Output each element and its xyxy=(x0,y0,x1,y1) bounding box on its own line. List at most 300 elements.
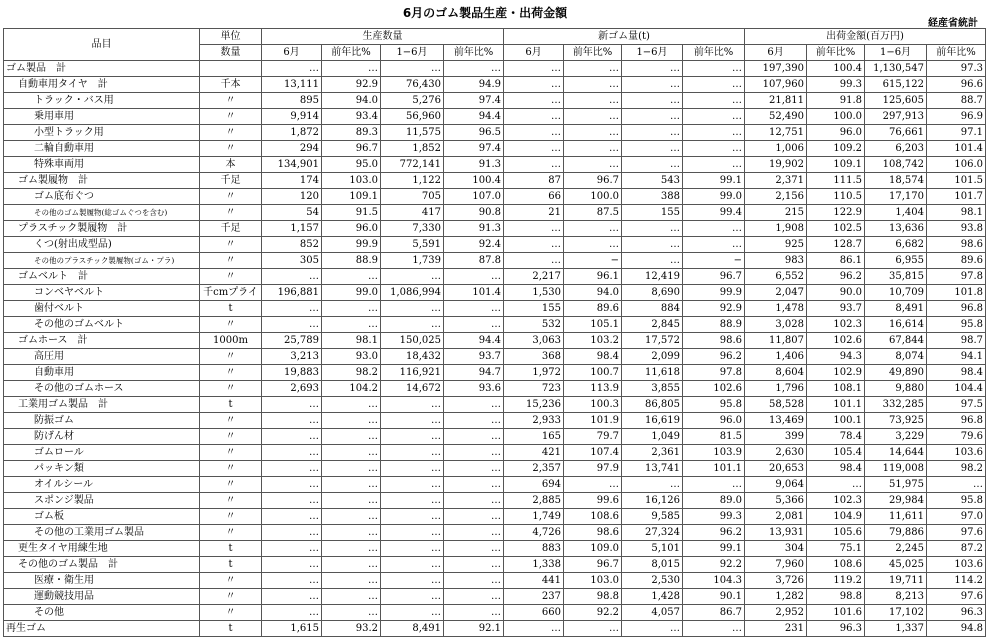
table-cell: … xyxy=(262,605,322,621)
table-row xyxy=(4,125,986,141)
table-cell: 2,530 xyxy=(622,573,683,589)
table-cell: 1,406 xyxy=(745,349,807,365)
table-cell: 86.7 xyxy=(683,605,745,621)
table-cell: 8,491 xyxy=(381,621,444,637)
table-cell: 76,661 xyxy=(865,125,927,141)
table-cell: 5,276 xyxy=(381,93,444,109)
table-cell: 97.8 xyxy=(927,269,986,285)
table-cell: … xyxy=(444,589,504,605)
table-cell: 87 xyxy=(504,173,564,189)
table-cell: … xyxy=(564,61,622,77)
table-cell: 2,885 xyxy=(504,493,564,509)
table-cell: … xyxy=(622,125,683,141)
table-cell: 101.6 xyxy=(807,605,865,621)
table-cell: … xyxy=(683,93,745,109)
table-cell: … xyxy=(322,477,381,493)
table-cell: … xyxy=(262,413,322,429)
table-cell: 51,975 xyxy=(865,477,927,493)
table-cell: 96.2 xyxy=(683,525,745,541)
table-cell: … xyxy=(564,157,622,173)
row-unit: 千足 xyxy=(200,173,262,189)
table-cell: 52,490 xyxy=(745,109,807,125)
table-cell: … xyxy=(564,621,622,637)
table-cell: 122.9 xyxy=(807,205,865,221)
table-cell: 96.5 xyxy=(444,125,504,141)
row-unit: 〃 xyxy=(200,109,262,125)
row-unit: 〃 xyxy=(200,429,262,445)
table-cell: … xyxy=(683,237,745,253)
row-label: ゴムホース 計 xyxy=(4,333,200,349)
table-cell: 6,955 xyxy=(865,253,927,269)
table-cell: 102.3 xyxy=(807,317,865,333)
table-row xyxy=(4,333,986,349)
table-cell: 6,682 xyxy=(865,237,927,253)
table-row xyxy=(4,349,986,365)
table-cell: 399 xyxy=(745,429,807,445)
table-cell: 91.8 xyxy=(807,93,865,109)
table-cell: 97.4 xyxy=(444,141,504,157)
table-cell: … xyxy=(683,477,745,493)
table-cell: 89.6 xyxy=(927,253,986,269)
table-cell: 723 xyxy=(504,381,564,397)
table-cell: 95.8 xyxy=(927,493,986,509)
table-cell: 108.6 xyxy=(807,557,865,573)
row-unit: 〃 xyxy=(200,93,262,109)
table-cell: 96.2 xyxy=(683,349,745,365)
table-cell: … xyxy=(683,141,745,157)
table-cell: 694 xyxy=(504,477,564,493)
table-cell: … xyxy=(504,141,564,157)
table-cell: 772,141 xyxy=(381,157,444,173)
table-cell: 2,361 xyxy=(622,445,683,461)
row-label: コンベヤベルト xyxy=(4,285,200,301)
table-cell: … xyxy=(322,397,381,413)
table-cell: 6,203 xyxy=(865,141,927,157)
table-cell: 3,063 xyxy=(504,333,564,349)
table-cell: … xyxy=(683,157,745,173)
table-cell: … xyxy=(381,589,444,605)
table-cell: 99.9 xyxy=(683,285,745,301)
table-cell: 3,028 xyxy=(745,317,807,333)
table-cell: 196,881 xyxy=(262,285,322,301)
table-cell: … xyxy=(564,237,622,253)
row-unit: 千足 xyxy=(200,221,262,237)
row-label: ゴム底布ぐつ xyxy=(4,189,200,205)
table-cell: 1,337 xyxy=(865,621,927,637)
row-unit: t xyxy=(200,541,262,557)
row-unit: 〃 xyxy=(200,125,262,141)
table-cell: 8,491 xyxy=(865,301,927,317)
table-cell: 21,811 xyxy=(745,93,807,109)
table-cell: 97.3 xyxy=(927,61,986,77)
table-row xyxy=(4,605,986,621)
table-cell: 16,614 xyxy=(865,317,927,333)
table-row xyxy=(4,365,986,381)
table-cell: 2,933 xyxy=(504,413,564,429)
header-production: 生産数量 xyxy=(262,29,504,45)
table-cell: 98.2 xyxy=(927,461,986,477)
table-cell: 91.5 xyxy=(322,205,381,221)
table-row xyxy=(4,253,986,269)
table-cell: … xyxy=(381,525,444,541)
table-cell: … xyxy=(322,493,381,509)
table-row xyxy=(4,173,986,189)
table-cell: 119,008 xyxy=(865,461,927,477)
table-cell: … xyxy=(564,77,622,93)
table-cell: … xyxy=(504,61,564,77)
table-cell: 35,815 xyxy=(865,269,927,285)
subheader-cell: 6月 xyxy=(262,45,322,61)
table-cell: 100.0 xyxy=(564,189,622,205)
table-row xyxy=(4,429,986,445)
table-cell: 11,611 xyxy=(865,509,927,525)
table-cell: 88.9 xyxy=(683,317,745,333)
table-cell: 96.7 xyxy=(564,557,622,573)
table-cell: 111.5 xyxy=(807,173,865,189)
table-row xyxy=(4,285,986,301)
row-label: 歯付ベルト xyxy=(4,301,200,317)
table-cell: 104.4 xyxy=(927,381,986,397)
subheader-cell: 前年比% xyxy=(927,45,986,61)
table-cell: 67,844 xyxy=(865,333,927,349)
row-unit: 千本 xyxy=(200,77,262,93)
table-cell: 215 xyxy=(745,205,807,221)
table-row xyxy=(4,413,986,429)
table-cell: 20,653 xyxy=(745,461,807,477)
table-cell: 90.1 xyxy=(683,589,745,605)
table-cell: 94.4 xyxy=(444,109,504,125)
table-cell: … xyxy=(262,461,322,477)
table-cell: 2,952 xyxy=(745,605,807,621)
table-cell: 388 xyxy=(622,189,683,205)
table-cell: … xyxy=(683,61,745,77)
table-cell: … xyxy=(444,397,504,413)
table-cell: … xyxy=(444,269,504,285)
subheader-cell: 6月 xyxy=(504,45,564,61)
table-cell: 96.1 xyxy=(564,269,622,285)
table-cell: 10,709 xyxy=(865,285,927,301)
row-label: その他の工業用ゴム製品 xyxy=(4,525,200,541)
table-cell: 21 xyxy=(504,205,564,221)
row-label: 防振ゴム xyxy=(4,413,200,429)
table-cell: 102.3 xyxy=(807,493,865,509)
table-cell: 2,081 xyxy=(745,509,807,525)
subheader-cell: 1−6月 xyxy=(622,45,683,61)
table-cell: 150,025 xyxy=(381,333,444,349)
table-cell: … xyxy=(683,221,745,237)
table-cell: 1,006 xyxy=(745,141,807,157)
table-cell: … xyxy=(262,573,322,589)
table-cell: 108.1 xyxy=(807,381,865,397)
table-cell: … xyxy=(564,141,622,157)
table-cell: 3,213 xyxy=(262,349,322,365)
table-cell: 91.3 xyxy=(444,157,504,173)
table-cell: 86,805 xyxy=(622,397,683,413)
table-cell: 114.2 xyxy=(927,573,986,589)
table-cell: 3,726 xyxy=(745,573,807,589)
table-cell: 98.1 xyxy=(927,205,986,221)
table-cell: 27,324 xyxy=(622,525,683,541)
table-cell: 95.0 xyxy=(322,157,381,173)
table-cell: 105.6 xyxy=(807,525,865,541)
table-cell: 93.0 xyxy=(322,349,381,365)
table-cell: 87.2 xyxy=(927,541,986,557)
table-cell: 97.0 xyxy=(927,509,986,525)
table-cell: 100.1 xyxy=(807,413,865,429)
table-cell: 109.1 xyxy=(807,157,865,173)
table-cell: 94.1 xyxy=(927,349,986,365)
row-unit: 〃 xyxy=(200,365,262,381)
table-cell: 99.3 xyxy=(683,509,745,525)
row-unit: 〃 xyxy=(200,589,262,605)
table-row xyxy=(4,493,986,509)
table-row xyxy=(4,77,986,93)
table-cell: 95.8 xyxy=(683,397,745,413)
table-cell: 97.6 xyxy=(927,525,986,541)
table-cell: 120 xyxy=(262,189,322,205)
table-cell: … xyxy=(504,93,564,109)
table-cell: 87.8 xyxy=(444,253,504,269)
table-cell: … xyxy=(622,157,683,173)
table-cell: 96.2 xyxy=(807,269,865,285)
table-cell: 19,883 xyxy=(262,365,322,381)
table-cell: 174 xyxy=(262,173,322,189)
table-cell: 294 xyxy=(262,141,322,157)
table-cell: 87.5 xyxy=(564,205,622,221)
table-row xyxy=(4,237,986,253)
table-cell: 89.0 xyxy=(683,493,745,509)
table-cell: 56,960 xyxy=(381,109,444,125)
table-cell: 101.4 xyxy=(444,285,504,301)
table-cell: 9,880 xyxy=(865,381,927,397)
table-cell: 94.9 xyxy=(444,77,504,93)
table-cell: 93.6 xyxy=(444,381,504,397)
table-cell: … xyxy=(622,93,683,109)
table-cell: 19,711 xyxy=(865,573,927,589)
table-cell: … xyxy=(444,429,504,445)
row-label: その他のゴムベルト xyxy=(4,317,200,333)
table-cell: 101.5 xyxy=(927,173,986,189)
table-cell: 88.9 xyxy=(322,253,381,269)
table-cell: 79.6 xyxy=(927,429,986,445)
table-cell: 4,057 xyxy=(622,605,683,621)
table-cell: 96.7 xyxy=(322,141,381,157)
subheader-cell: 1−6月 xyxy=(381,45,444,61)
table-cell: − xyxy=(564,253,622,269)
table-cell: 98.2 xyxy=(322,365,381,381)
table-cell: 543 xyxy=(622,173,683,189)
table-cell: … xyxy=(262,589,322,605)
table-row xyxy=(4,381,986,397)
table-cell: 94.0 xyxy=(322,93,381,109)
header-shipment: 出荷金額(百万円) xyxy=(745,29,986,45)
table-row xyxy=(4,509,986,525)
table-cell: 94.3 xyxy=(807,349,865,365)
table-cell: … xyxy=(322,61,381,77)
table-cell: 1,749 xyxy=(504,509,564,525)
row-unit: 〃 xyxy=(200,317,262,333)
table-cell: … xyxy=(262,557,322,573)
table-cell: … xyxy=(322,413,381,429)
row-unit: 〃 xyxy=(200,381,262,397)
table-cell: … xyxy=(381,605,444,621)
table-cell: 441 xyxy=(504,573,564,589)
table-cell: 99.4 xyxy=(683,205,745,221)
table-row xyxy=(4,461,986,477)
table-cell: … xyxy=(504,157,564,173)
table-cell: … xyxy=(564,93,622,109)
table-cell: 15,236 xyxy=(504,397,564,413)
table-row xyxy=(4,141,986,157)
table-cell: 1,428 xyxy=(622,589,683,605)
table-cell: … xyxy=(381,413,444,429)
table-cell: 96.3 xyxy=(807,621,865,637)
table-cell: 231 xyxy=(745,621,807,637)
table-cell: 81.5 xyxy=(683,429,745,445)
table-cell: 75.1 xyxy=(807,541,865,557)
table-cell: 93.7 xyxy=(807,301,865,317)
table-cell: 104.2 xyxy=(322,381,381,397)
table-row xyxy=(4,221,986,237)
table-row xyxy=(4,621,986,637)
table-row xyxy=(4,93,986,109)
table-cell: 58,528 xyxy=(745,397,807,413)
table-body xyxy=(4,61,986,637)
table-cell: … xyxy=(262,429,322,445)
row-label: 工業用ゴム製品 計 xyxy=(4,397,200,413)
table-cell: … xyxy=(262,477,322,493)
source-label: 経産省統計 xyxy=(928,18,978,29)
table-cell: 97.5 xyxy=(927,397,986,413)
row-label: その他のプラスチック製履物(ゴム・プラ) xyxy=(4,253,200,269)
table-cell: 11,618 xyxy=(622,365,683,381)
row-unit: t xyxy=(200,397,262,413)
table-cell: 101.1 xyxy=(807,397,865,413)
table-cell: 12,419 xyxy=(622,269,683,285)
row-unit: 〃 xyxy=(200,413,262,429)
table-cell: 7,330 xyxy=(381,221,444,237)
table-cell: … xyxy=(381,509,444,525)
table-cell: 91.3 xyxy=(444,221,504,237)
row-unit: 〃 xyxy=(200,573,262,589)
header-item: 品目 xyxy=(4,29,200,61)
table-cell: … xyxy=(322,509,381,525)
table-cell: … xyxy=(444,509,504,525)
table-cell: 88.7 xyxy=(927,93,986,109)
table-cell: 76,430 xyxy=(381,77,444,93)
table-cell: 78.4 xyxy=(807,429,865,445)
table-cell: 2,371 xyxy=(745,173,807,189)
table-cell: 3,855 xyxy=(622,381,683,397)
table-cell: 96.0 xyxy=(683,413,745,429)
table-cell: 94.7 xyxy=(444,365,504,381)
table-cell: 9,585 xyxy=(622,509,683,525)
table-cell: 93.7 xyxy=(444,349,504,365)
table-cell: 100.7 xyxy=(564,365,622,381)
table-cell: 1,872 xyxy=(262,125,322,141)
table-cell: … xyxy=(381,445,444,461)
table-cell: 108,742 xyxy=(865,157,927,173)
table-cell: 104.3 xyxy=(683,573,745,589)
table-cell: … xyxy=(381,301,444,317)
table-cell: 104.9 xyxy=(807,509,865,525)
table-cell: 97.4 xyxy=(444,93,504,109)
table-cell: 852 xyxy=(262,237,322,253)
table-cell: … xyxy=(322,269,381,285)
table-cell: 89.6 xyxy=(564,301,622,317)
table-cell: … xyxy=(381,429,444,445)
row-label: 自動車用 xyxy=(4,365,200,381)
table-cell: … xyxy=(262,493,322,509)
table-cell: 92.9 xyxy=(322,77,381,93)
row-label: プラスチック製履物 計 xyxy=(4,221,200,237)
row-unit: 〃 xyxy=(200,525,262,541)
table-cell: 96.8 xyxy=(927,413,986,429)
table-cell: … xyxy=(683,125,745,141)
table-cell: 29,984 xyxy=(865,493,927,509)
table-row xyxy=(4,445,986,461)
table-cell: … xyxy=(381,397,444,413)
table-cell: 103.9 xyxy=(683,445,745,461)
table-cell: 102.6 xyxy=(807,333,865,349)
table-cell: 884 xyxy=(622,301,683,317)
table-cell: 93.8 xyxy=(927,221,986,237)
table-cell: 16,619 xyxy=(622,413,683,429)
table-cell: … xyxy=(322,605,381,621)
table-cell: 94.8 xyxy=(927,621,986,637)
table-cell: 94.4 xyxy=(444,333,504,349)
row-label: その他のゴムホース xyxy=(4,381,200,397)
table-cell: 1,086,994 xyxy=(381,285,444,301)
row-label: 再生ゴム xyxy=(4,621,200,637)
table-cell: 155 xyxy=(504,301,564,317)
table-cell: 103.6 xyxy=(927,557,986,573)
table-cell: 368 xyxy=(504,349,564,365)
table-cell: 2,217 xyxy=(504,269,564,285)
table-cell: 13,111 xyxy=(262,77,322,93)
table-cell: 105.4 xyxy=(807,445,865,461)
table-cell: 110.5 xyxy=(807,189,865,205)
table-cell: 49,890 xyxy=(865,365,927,381)
table-cell: 98.8 xyxy=(564,589,622,605)
table-cell: 93.4 xyxy=(322,109,381,125)
table-cell: 297,913 xyxy=(865,109,927,125)
row-unit: 〃 xyxy=(200,141,262,157)
table-cell: 13,931 xyxy=(745,525,807,541)
statistics-table xyxy=(3,28,986,637)
table-cell: 8,690 xyxy=(622,285,683,301)
table-cell: 98.8 xyxy=(807,589,865,605)
table-cell: … xyxy=(622,237,683,253)
table-cell: 8,213 xyxy=(865,589,927,605)
table-cell: 93.2 xyxy=(322,621,381,637)
table-cell: 97.6 xyxy=(927,589,986,605)
table-cell: 92.1 xyxy=(444,621,504,637)
table-cell: 98.6 xyxy=(683,333,745,349)
table-cell: 99.1 xyxy=(683,173,745,189)
row-unit: 〃 xyxy=(200,349,262,365)
row-label: その他のゴム製品 計 xyxy=(4,557,200,573)
table-cell: 8,015 xyxy=(622,557,683,573)
table-cell: … xyxy=(504,253,564,269)
table-cell: … xyxy=(444,317,504,333)
table-cell: 2,245 xyxy=(865,541,927,557)
row-unit: t xyxy=(200,301,262,317)
table-cell: … xyxy=(262,269,322,285)
table-cell: 6,552 xyxy=(745,269,807,285)
subheader-cell: 前年比% xyxy=(807,45,865,61)
table-cell: 615,122 xyxy=(865,77,927,93)
